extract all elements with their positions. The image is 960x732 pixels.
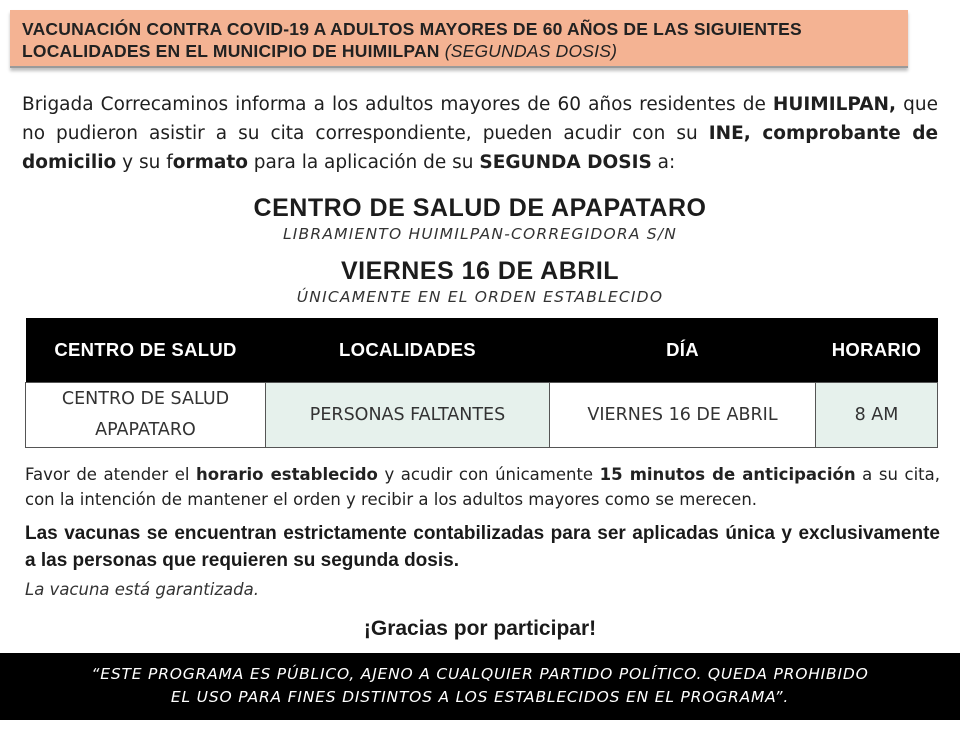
intro-text-2: que no pudieron asistir a su cita correspondiente, pueden acudir con su [22, 94, 938, 144]
venue-name: CENTRO DE SALUD DE APAPATARO [253, 194, 707, 222]
header-localidades: LOCALIDADES [266, 318, 550, 383]
intro-bold-3: ormato [172, 152, 248, 173]
intro-text-4: para la aplicación de su [247, 152, 480, 173]
banner-title-line1: VACUNACIÓN CONTRA COVID-19 A ADULTOS MAYORES DE 60 AÑOS DE LAS SIGUIENTES [22, 19, 802, 39]
footer-line1: “ESTE PROGRAMA ES PÚBLICO, AJENO A CUALQUIER PARTIDO POLÍTICO. QUEDA PROHIBIDO [91, 665, 869, 683]
title-banner [10, 10, 908, 68]
note-text-3: a su cita, con la intención de mantener el orden y recibir a los adultos mayores como se merecen. [25, 465, 940, 509]
note-text-2: y acudir con únicamente [377, 465, 600, 484]
header-centro: CENTRO DE SALUD [26, 318, 266, 383]
cell-centro-line1: CENTRO DE SALUD [61, 389, 230, 409]
intro-bold-1: HUIMILPAN, [772, 94, 897, 115]
cell-centro [26, 383, 266, 448]
header-horario: HORARIO [816, 318, 938, 383]
intro-text-1: Brigada Correcaminos informa a los adultos mayores de 60 años residentes de [22, 94, 773, 115]
intro-text-5: a: [651, 152, 676, 173]
intro-paragraph [22, 90, 938, 177]
guarantee-note: La vacuna está garantizada. [25, 580, 259, 599]
banner-title-line2 [22, 40, 908, 62]
cell-horario: 8 AM [816, 383, 938, 448]
header-dia: DÍA [550, 318, 816, 383]
thanks-message: ¡Gracias por participar! [363, 617, 597, 640]
attendance-note [25, 462, 940, 512]
banner-subtitle: (SEGUNDAS DOSIS) [444, 41, 618, 61]
vaccine-warning: Las vacunas se encuentran estrictamente contabilizadas para ser aplicadas única y exclusivamente a las personas que requieren su segunda dosis. [25, 523, 940, 571]
cell-localidades: PERSONAS FALTANTES [266, 383, 550, 448]
date-title: VIERNES 16 DE ABRIL [340, 257, 620, 285]
cell-dia: VIERNES 16 DE ABRIL [550, 383, 816, 448]
banner-title-main: LOCALIDADES EN EL MUNICIPIO DE HUIMILPAN [22, 41, 440, 61]
order-note: ÚNICAMENTE EN EL ORDEN ESTABLECIDO [296, 288, 664, 306]
note-bold-2: 15 minutos de anticipación [599, 465, 856, 484]
venue-address: LIBRAMIENTO HUIMILPAN-CORREGIDORA S/N [282, 225, 678, 243]
legal-footer [0, 653, 960, 720]
cell-centro-line2: APAPATARO [95, 420, 196, 440]
table-row [26, 383, 938, 448]
intro-text-3: y su f [116, 152, 173, 173]
footer-line2: EL USO PARA FINES DISTINTOS A LOS ESTABLECIDOS EN EL PROGRAMA”. [170, 688, 790, 706]
schedule-table [25, 318, 938, 448]
note-text-1: Favor de atender el [25, 465, 197, 484]
intro-bold-2: INE, comprobante de domicilio [22, 123, 938, 173]
note-bold-1: horario establecido [196, 465, 378, 484]
intro-bold-4: SEGUNDA DOSIS [479, 152, 652, 173]
table-header-row [26, 318, 938, 383]
